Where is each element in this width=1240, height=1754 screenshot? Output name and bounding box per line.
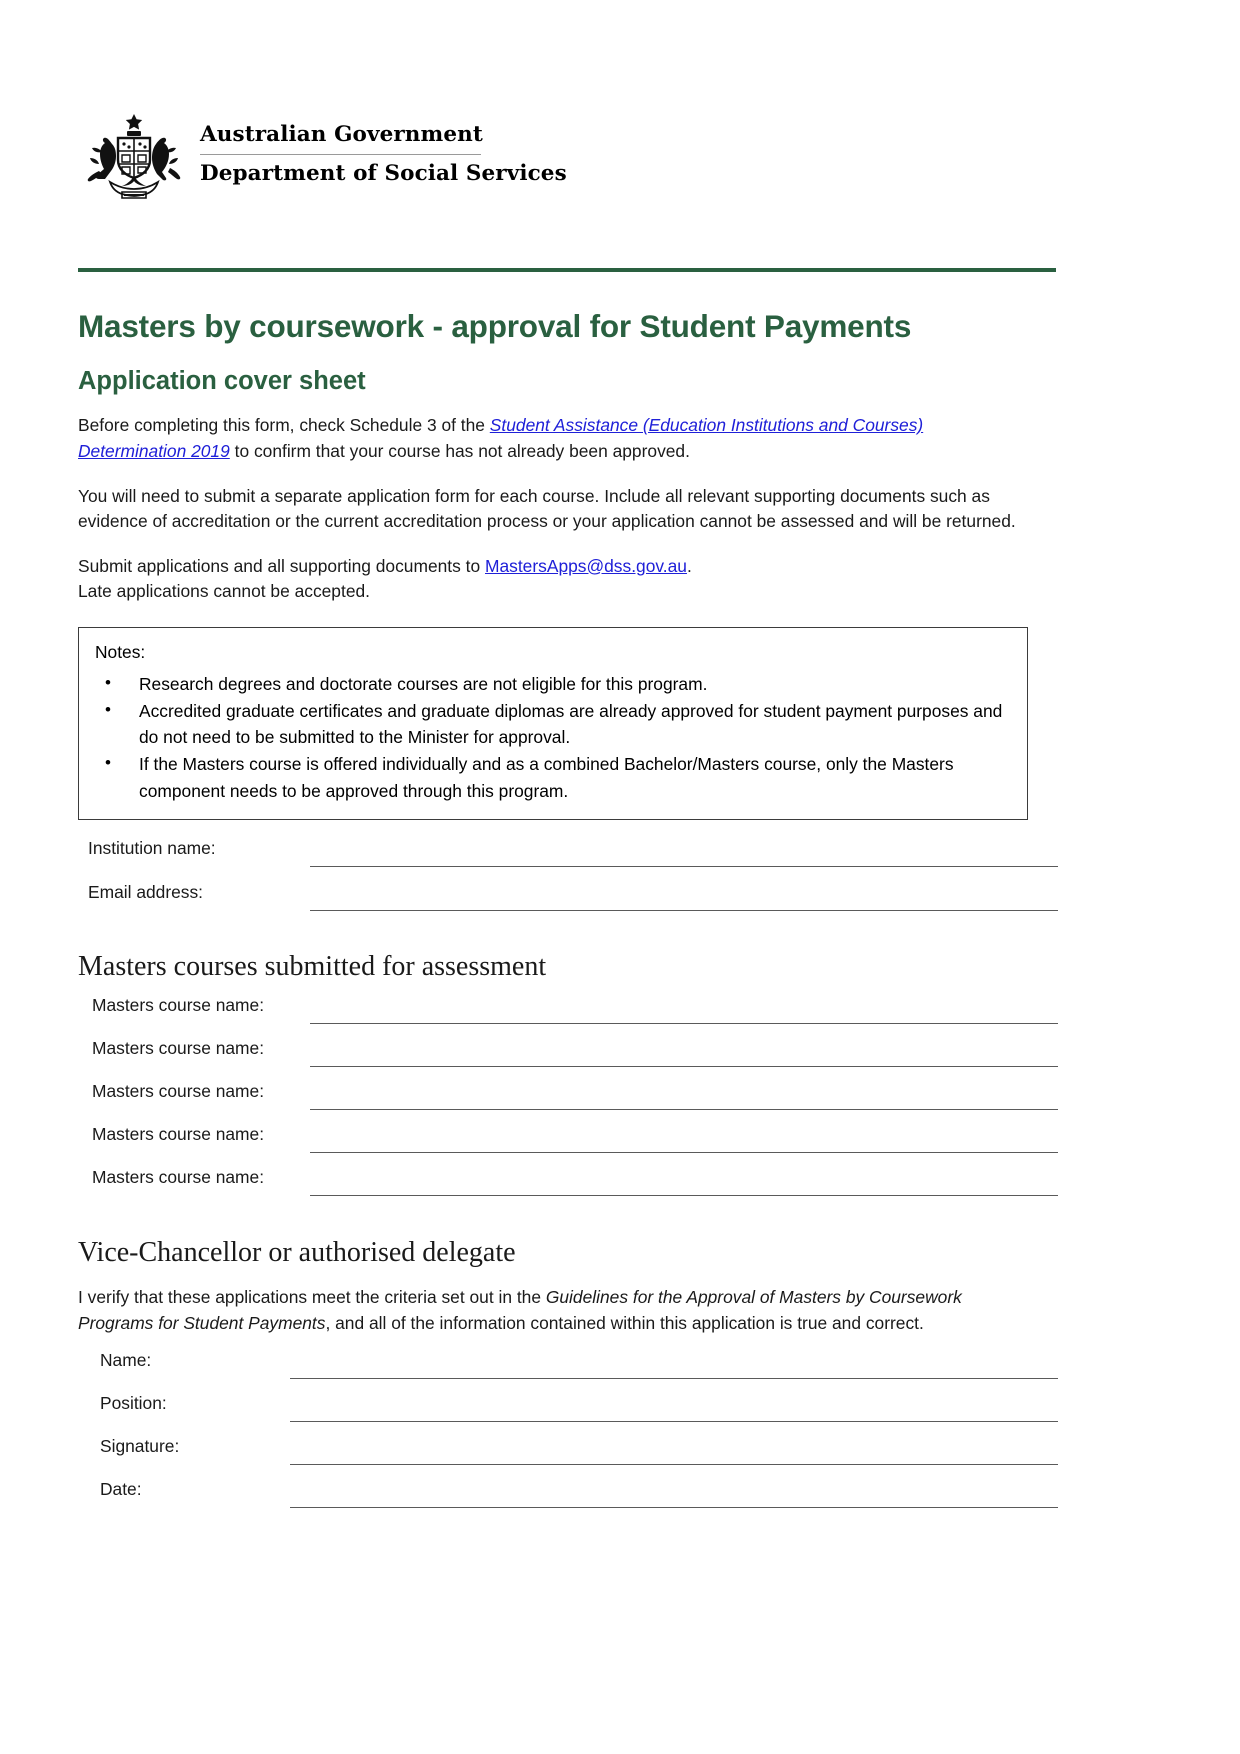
masters-course-name-input-3[interactable] (310, 1079, 1058, 1110)
guidelines-title: Guidelines for the Approval of Masters by Coursework Programs for Student Payments (78, 1286, 962, 1333)
institution-name-input[interactable] (310, 836, 1058, 867)
green-divider-rule (78, 268, 1056, 272)
field-row-name (100, 1348, 1058, 1391)
field-label: Position: (100, 1393, 167, 1414)
list-item (95, 671, 1011, 697)
field-label: Institution name: (88, 837, 216, 858)
masters-apps-email-link[interactable]: MastersApps@dss.gov.au (485, 555, 687, 576)
intro-paragraph-submit (78, 554, 1018, 605)
field-label: Date: (100, 1479, 142, 1500)
submit-text-before: Submit applications and all supporting documents to (78, 555, 485, 576)
masthead-line-australian-government: Australian Government (200, 122, 483, 147)
date-input[interactable] (290, 1477, 1058, 1508)
field-label: Masters course name: (92, 995, 265, 1016)
masthead-line-department: Department of Social Services (200, 160, 567, 186)
position-input[interactable] (290, 1391, 1058, 1422)
signature-input[interactable] (290, 1434, 1058, 1465)
note-text: If the Masters course is offered individually and as a combined Bachelor/Masters course, only the Masters component needs to be approved through this program. (139, 754, 954, 801)
determination-link[interactable]: Student Assistance (Education Institutions and Courses) Determination 2019 (78, 415, 924, 461)
masters-course-name-input-1[interactable] (310, 993, 1058, 1024)
field-row-masters-course-name-1 (92, 993, 1058, 1036)
verification-statement (78, 1284, 1013, 1336)
page-subtitle: Application cover sheet (78, 366, 366, 395)
field-row-masters-course-name-4 (92, 1122, 1058, 1165)
field-label: Masters course name: (92, 1167, 265, 1188)
late-applications-text: Late applications cannot be accepted. (78, 581, 370, 602)
field-label: Masters course name: (92, 1081, 265, 1102)
section-heading-courses: Masters courses submitted for assessment (78, 950, 547, 982)
masthead-divider (200, 154, 481, 155)
note-text: Research degrees and doctorate courses are not eligible for this program. (139, 674, 708, 695)
masthead-wordmark (200, 108, 567, 188)
field-row-signature (100, 1434, 1058, 1477)
field-label: Masters course name: (92, 1124, 265, 1145)
notes-list (95, 671, 1011, 804)
masters-course-name-input-2[interactable] (310, 1036, 1058, 1067)
email-address-input[interactable] (310, 880, 1058, 911)
field-row-institution-name (88, 836, 1058, 880)
notes-label: Notes: (95, 641, 146, 662)
field-label: Email address: (88, 881, 204, 902)
masters-course-name-input-4[interactable] (310, 1122, 1058, 1153)
name-input[interactable] (290, 1348, 1058, 1379)
intro-paragraph-supporting-documents: You will need to submit a separate application form for each course. Include all relevant supporting documents such as evidence of accreditation or the current accreditation process or your application cannot be assessed and will be returned. (78, 485, 1016, 532)
verify-text-after: , and all of the information contained within this application is true and correct. (325, 1312, 924, 1333)
list-item (95, 698, 1011, 750)
australian-coat-of-arms-icon (78, 108, 190, 204)
field-label: Name: (100, 1350, 152, 1371)
masthead (78, 108, 567, 204)
bullet-icon: • (105, 753, 111, 773)
applicant-fields (88, 836, 1058, 924)
page-title: Masters by coursework - approval for Student Payments (78, 308, 912, 344)
masters-course-name-input-5[interactable] (310, 1165, 1058, 1196)
field-row-date (100, 1477, 1058, 1520)
section-heading-signoff: Vice-Chancellor or authorised delegate (78, 1237, 516, 1269)
field-row-email-address (88, 880, 1058, 924)
intro-text-after: to confirm that your course has not already been approved. (229, 440, 690, 461)
signoff-fields (100, 1348, 1058, 1520)
list-item (95, 751, 1011, 803)
field-label: Masters course name: (92, 1038, 265, 1059)
field-row-masters-course-name-3 (92, 1079, 1058, 1122)
bullet-icon: • (105, 700, 111, 720)
note-text: Accredited graduate certificates and graduate diplomas are already approved for student payment purposes and do not need to be submitted to the Minister for approval. (139, 701, 1003, 748)
field-row-masters-course-name-5 (92, 1165, 1058, 1208)
bullet-icon: • (105, 673, 111, 693)
field-label: Signature: (100, 1436, 180, 1457)
notes-box (78, 627, 1028, 820)
intro-paragraph-schedule (78, 413, 1018, 464)
document-content (78, 308, 1058, 1520)
field-row-position (100, 1391, 1058, 1434)
field-row-masters-course-name-2 (92, 1036, 1058, 1079)
courses-fields (92, 993, 1058, 1208)
intro-text-before: Before completing this form, check Schedule 3 of the (78, 415, 490, 436)
submit-text-after: . (686, 555, 692, 576)
verify-text-before: I verify that these applications meet the criteria set out in the (78, 1286, 546, 1307)
